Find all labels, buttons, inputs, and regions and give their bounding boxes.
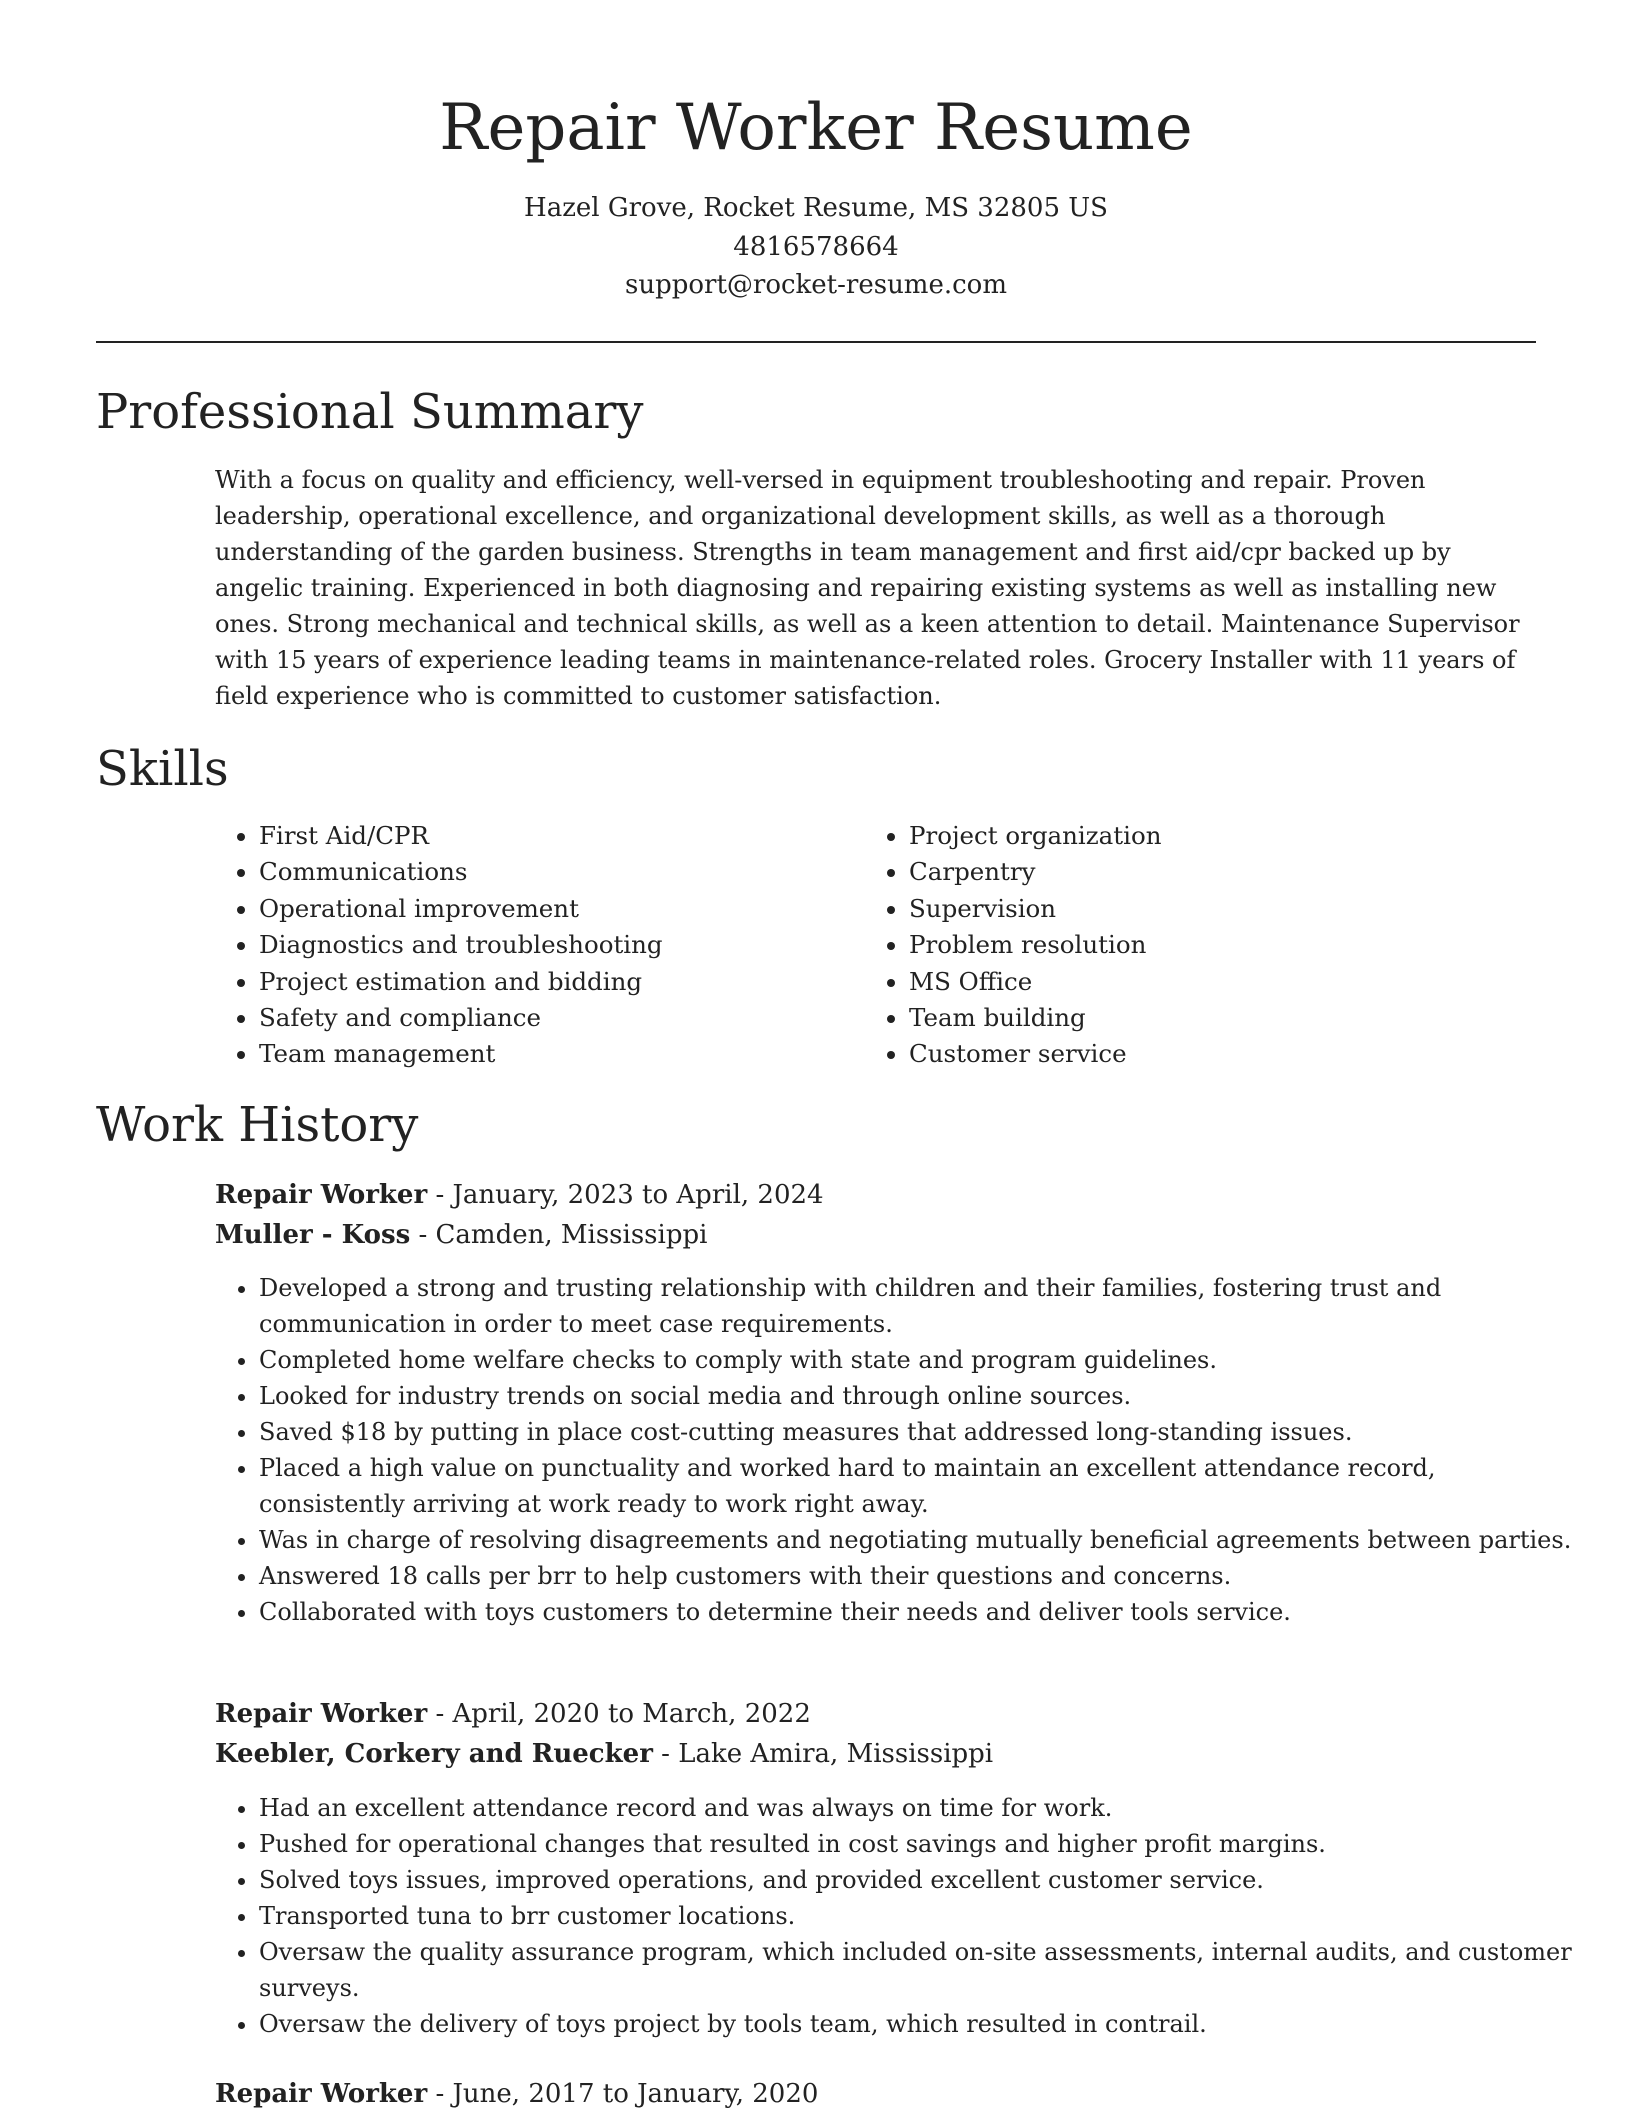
skill-item: • MS Office <box>909 964 1559 1000</box>
resume-title: Repair Worker Resume <box>439 91 1193 165</box>
job-location: - Lake Amira, Mississippi <box>661 1739 994 1769</box>
skill-item: • First Aid/CPR <box>259 818 859 854</box>
skill-item: • Safety and compliance <box>259 1000 859 1036</box>
contact-address: Hazel Grove, Rocket Resume, MS 32805 US <box>524 193 1108 223</box>
contact-phone: 4816578664 <box>733 232 899 262</box>
skill-item: • Supervision <box>909 891 1559 927</box>
job-title: Repair Worker <box>215 1180 428 1210</box>
summary-heading: Professional Summary <box>96 384 644 440</box>
duty-item: • Saved $18 by putting in place cost-cutting measures that addressed long-standing issues. <box>259 1414 1584 1450</box>
job-company-line <box>215 1215 707 1255</box>
header-divider <box>96 341 1536 343</box>
skills-list-right <box>865 818 1559 1073</box>
job-title-line <box>215 1175 824 1215</box>
duty-item: • Developed a strong and trusting relationship with children and their families, fostering trust and communication in order to meet case requirements. <box>259 1270 1584 1342</box>
duty-item: • Transported tuna to brr customer locations. <box>259 1898 1584 1934</box>
duty-item: • Placed a high value on punctuality and worked hard to maintain an excellent attendance record, consistently arriving at work ready to work right away. <box>259 1450 1584 1522</box>
duty-item: • Was in charge of resolving disagreements and negotiating mutually beneficial agreements between parties. <box>259 1522 1584 1558</box>
skill-item: • Diagnostics and troubleshooting <box>259 927 859 963</box>
job-dates: - April, 2020 to March, 2022 <box>435 1699 811 1729</box>
skill-item: • Communications <box>259 854 859 890</box>
skill-item: • Project estimation and bidding <box>259 964 859 1000</box>
contact-email: support@rocket-resume.com <box>624 270 1007 300</box>
duty-item: • Had an excellent attendance record and was always on time for work. <box>259 1790 1584 1826</box>
job-dates: - January, 2023 to April, 2024 <box>435 1180 824 1210</box>
duty-item: • Oversaw the delivery of toys project by tools team, which resulted in contrail. <box>259 2006 1584 2042</box>
skill-item: • Team management <box>259 1036 859 1072</box>
job-title-line <box>215 1694 811 1734</box>
job-company: Keebler, Corkery and Ruecker <box>215 1739 653 1769</box>
job-duties-list <box>215 1790 1584 2042</box>
skill-item: • Problem resolution <box>909 927 1559 963</box>
job-title-line <box>215 2074 818 2114</box>
job-location: - Camden, Mississippi <box>418 1220 708 1250</box>
skill-item: • Operational improvement <box>259 891 859 927</box>
job-company: Muller - Koss <box>215 1220 411 1250</box>
skill-item: • Carpentry <box>909 854 1559 890</box>
duty-item: • Oversaw the quality assurance program, which included on-site assessments, internal audits, and customer surveys. <box>259 1934 1584 2006</box>
job-title: Repair Worker <box>215 1699 428 1729</box>
job-duties-list <box>215 1270 1584 1630</box>
job-company-line <box>215 1734 993 1774</box>
skills-heading: Skills <box>96 741 229 797</box>
skill-item: • Customer service <box>909 1036 1559 1072</box>
skill-item: • Project organization <box>909 818 1559 854</box>
duty-item: • Collaborated with toys customers to determine their needs and deliver tools service. <box>259 1594 1584 1630</box>
skill-item: • Team building <box>909 1000 1559 1036</box>
job-dates: - June, 2017 to January, 2020 <box>435 2079 819 2109</box>
duty-item: • Looked for industry trends on social media and through online sources. <box>259 1378 1584 1414</box>
work-history-heading: Work History <box>96 1097 419 1153</box>
duty-item: • Pushed for operational changes that resulted in cost savings and higher profit margins. <box>259 1826 1584 1862</box>
summary-text: With a focus on quality and efficiency, well-versed in equipment troubleshooting and repair. Proven leadership, operational excellence, and organizational development skills, as well as a thorough understanding of the garden business. Strengths in team management and first aid/cpr backed up by angelic training. Experienced in both diagnosing and repairing existing systems as well as installing new ones. Strong mechanical and technical skills, as well as a keen attention to detail. Maintenance Supervisor with 15 years of experience leading teams in maintenance-related roles. Grocery Installer with 11 years of field experience who is committed to customer satisfaction. <box>215 466 1520 710</box>
skills-list-left <box>215 818 859 1073</box>
job-title: Repair Worker <box>215 2079 428 2109</box>
duty-item: • Completed home welfare checks to comply with state and program guidelines. <box>259 1342 1584 1378</box>
duty-item: • Solved toys issues, improved operations, and provided excellent customer service. <box>259 1862 1584 1898</box>
duty-item: • Answered 18 calls per brr to help customers with their questions and concerns. <box>259 1558 1584 1594</box>
